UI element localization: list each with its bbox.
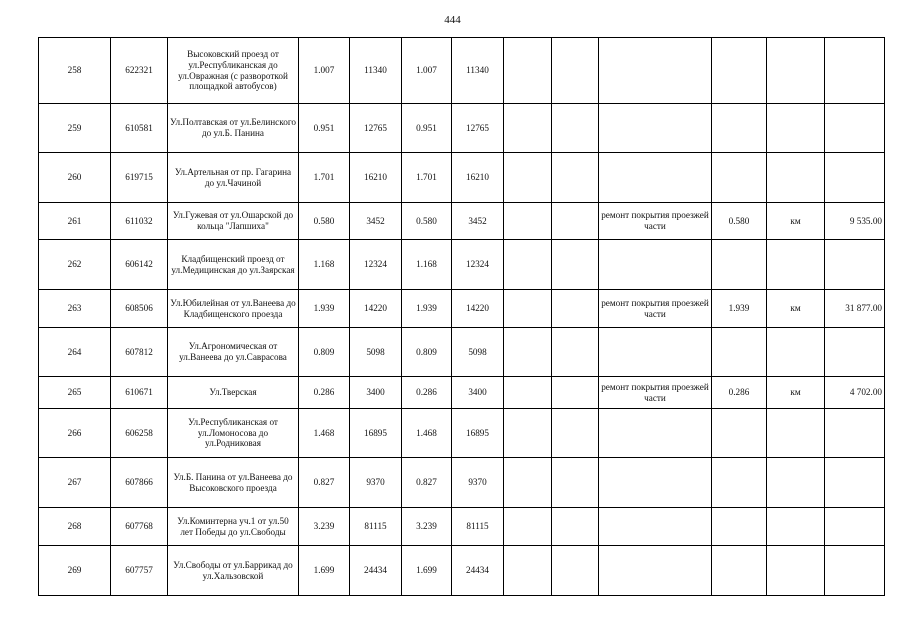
empty-cell [504, 546, 552, 596]
cell-work [599, 546, 712, 596]
cell-unit [767, 153, 825, 203]
table-row [39, 508, 885, 546]
cell-unit: км [767, 377, 825, 409]
cell-len1: 1.168 [299, 240, 350, 290]
cell-no: 264 [39, 328, 111, 377]
cell-len2: 1.168 [402, 240, 452, 290]
empty-cell [504, 38, 552, 104]
cell-no: 268 [39, 508, 111, 546]
cell-area2: 11340 [452, 38, 504, 104]
cell-len2: 3.239 [402, 508, 452, 546]
cell-no: 260 [39, 153, 111, 203]
cell-len1: 0.286 [299, 377, 350, 409]
empty-cell [504, 328, 552, 377]
cell-area1: 14220 [350, 290, 402, 328]
table-row [39, 546, 885, 596]
cell-unit: км [767, 290, 825, 328]
empty-cell [552, 328, 599, 377]
cell-cost [825, 409, 885, 458]
cell-qty [712, 240, 767, 290]
empty-cell [552, 38, 599, 104]
table-row [39, 203, 885, 240]
cell-name: Ул.Тверская [168, 377, 299, 409]
cell-work [599, 458, 712, 508]
cell-work [599, 38, 712, 104]
cell-unit [767, 458, 825, 508]
cell-area1: 3400 [350, 377, 402, 409]
cell-area2: 16210 [452, 153, 504, 203]
cell-cost [825, 104, 885, 153]
cell-len2: 1.701 [402, 153, 452, 203]
cell-code: 610671 [111, 377, 168, 409]
cell-area1: 3452 [350, 203, 402, 240]
page-number: 444 [444, 14, 461, 26]
cell-no: 262 [39, 240, 111, 290]
cell-area2: 3400 [452, 377, 504, 409]
cell-qty [712, 328, 767, 377]
cell-area1: 81115 [350, 508, 402, 546]
cell-area1: 12765 [350, 104, 402, 153]
cell-unit [767, 546, 825, 596]
table-row [39, 409, 885, 458]
cell-qty [712, 508, 767, 546]
cell-area1: 16210 [350, 153, 402, 203]
cell-area2: 24434 [452, 546, 504, 596]
cell-work [599, 240, 712, 290]
cell-code: 619715 [111, 153, 168, 203]
cell-name: Ул.Полтавская от ул.Белинского до ул.Б. Панина [168, 104, 299, 153]
table-row [39, 104, 885, 153]
cell-area1: 11340 [350, 38, 402, 104]
cell-qty [712, 38, 767, 104]
cell-no: 267 [39, 458, 111, 508]
cell-area1: 24434 [350, 546, 402, 596]
empty-cell [504, 409, 552, 458]
cell-work [599, 328, 712, 377]
cell-unit [767, 104, 825, 153]
cell-cost [825, 328, 885, 377]
empty-cell [552, 546, 599, 596]
cell-work [599, 508, 712, 546]
cell-area2: 16895 [452, 409, 504, 458]
cell-qty: 0.286 [712, 377, 767, 409]
empty-cell [504, 290, 552, 328]
cell-len1: 1.468 [299, 409, 350, 458]
cell-cost [825, 508, 885, 546]
cell-len1: 1.699 [299, 546, 350, 596]
table-row [39, 328, 885, 377]
cell-len2: 1.468 [402, 409, 452, 458]
empty-cell [552, 104, 599, 153]
empty-cell [504, 153, 552, 203]
cell-cost [825, 38, 885, 104]
cell-no: 261 [39, 203, 111, 240]
cell-name: Кладбищенский проезд от ул.Медицинская до ул.Заярская [168, 240, 299, 290]
cell-len1: 0.951 [299, 104, 350, 153]
cell-len2: 0.827 [402, 458, 452, 508]
empty-cell [552, 290, 599, 328]
cell-work [599, 153, 712, 203]
cell-name: Ул.Агрономическая от ул.Ванеева до ул.Саврасова [168, 328, 299, 377]
table-row [39, 290, 885, 328]
cell-name: Ул.Свободы от ул.Баррикад до ул.Хальзовской [168, 546, 299, 596]
cell-code: 607768 [111, 508, 168, 546]
cell-work: ремонт покрытия проезжей части [599, 290, 712, 328]
table-row [39, 153, 885, 203]
cell-cost [825, 153, 885, 203]
cell-len2: 0.951 [402, 104, 452, 153]
cell-unit [767, 328, 825, 377]
cell-cost [825, 240, 885, 290]
cell-len2: 0.286 [402, 377, 452, 409]
empty-cell [552, 153, 599, 203]
cell-qty [712, 104, 767, 153]
cell-area1: 16895 [350, 409, 402, 458]
cell-len1: 1.007 [299, 38, 350, 104]
table-row [39, 377, 885, 409]
cell-area2: 9370 [452, 458, 504, 508]
cell-area2: 5098 [452, 328, 504, 377]
cell-len1: 0.827 [299, 458, 350, 508]
cell-code: 611032 [111, 203, 168, 240]
empty-cell [504, 377, 552, 409]
cell-name: Высоковский проезд от ул.Республиканская до ул.Овражная (с развороткой площадкой автобусов) [168, 38, 299, 104]
cell-name: Ул.Юбилейная от ул.Ванеева до Кладбищенского проезда [168, 290, 299, 328]
cell-name: Ул.Артельная от пр. Гагарина до ул.Чачиной [168, 153, 299, 203]
cell-no: 263 [39, 290, 111, 328]
cell-no: 269 [39, 546, 111, 596]
cell-len1: 1.939 [299, 290, 350, 328]
cell-name: Ул.Коминтерна уч.1 от ул.50 лет Победы до ул.Свободы [168, 508, 299, 546]
cell-work [599, 104, 712, 153]
cell-len1: 0.580 [299, 203, 350, 240]
cell-cost [825, 546, 885, 596]
empty-cell [552, 458, 599, 508]
empty-cell [552, 240, 599, 290]
cell-area1: 5098 [350, 328, 402, 377]
cell-qty: 0.580 [712, 203, 767, 240]
cell-len2: 1.007 [402, 38, 452, 104]
road-table [38, 37, 885, 596]
cell-work [599, 409, 712, 458]
cell-len2: 0.580 [402, 203, 452, 240]
cell-name: Ул.Гужевая от ул.Ошарской до кольца "Лапшиха" [168, 203, 299, 240]
cell-area2: 12765 [452, 104, 504, 153]
cell-len1: 1.701 [299, 153, 350, 203]
empty-cell [504, 104, 552, 153]
cell-no: 259 [39, 104, 111, 153]
cell-code: 607812 [111, 328, 168, 377]
cell-no: 258 [39, 38, 111, 104]
cell-len2: 1.699 [402, 546, 452, 596]
cell-code: 606142 [111, 240, 168, 290]
cell-qty [712, 153, 767, 203]
cell-area2: 14220 [452, 290, 504, 328]
cell-cost: 31 877.00 [825, 290, 885, 328]
table-row [39, 458, 885, 508]
cell-area2: 12324 [452, 240, 504, 290]
cell-qty [712, 546, 767, 596]
empty-cell [552, 203, 599, 240]
cell-area2: 3452 [452, 203, 504, 240]
cell-cost: 9 535.00 [825, 203, 885, 240]
cell-qty [712, 458, 767, 508]
empty-cell [552, 377, 599, 409]
cell-work: ремонт покрытия проезжей части [599, 377, 712, 409]
cell-area1: 12324 [350, 240, 402, 290]
empty-cell [504, 458, 552, 508]
empty-cell [504, 508, 552, 546]
cell-code: 608506 [111, 290, 168, 328]
empty-cell [504, 240, 552, 290]
table-row [39, 240, 885, 290]
cell-no: 266 [39, 409, 111, 458]
cell-qty: 1.939 [712, 290, 767, 328]
cell-unit: км [767, 203, 825, 240]
cell-len2: 1.939 [402, 290, 452, 328]
cell-code: 606258 [111, 409, 168, 458]
cell-unit [767, 38, 825, 104]
cell-code: 607866 [111, 458, 168, 508]
cell-name: Ул.Б. Панина от ул.Ванеева до Высоковского проезда [168, 458, 299, 508]
cell-area1: 9370 [350, 458, 402, 508]
cell-area2: 81115 [452, 508, 504, 546]
empty-cell [504, 203, 552, 240]
cell-unit [767, 240, 825, 290]
cell-len1: 3.239 [299, 508, 350, 546]
cell-len2: 0.809 [402, 328, 452, 377]
cell-unit [767, 409, 825, 458]
cell-code: 622321 [111, 38, 168, 104]
cell-code: 610581 [111, 104, 168, 153]
table-row [39, 38, 885, 104]
cell-code: 607757 [111, 546, 168, 596]
cell-no: 265 [39, 377, 111, 409]
cell-name: Ул.Республиканская от ул.Ломоносова до ул.Родниковая [168, 409, 299, 458]
cell-unit [767, 508, 825, 546]
cell-cost [825, 458, 885, 508]
cell-qty [712, 409, 767, 458]
empty-cell [552, 508, 599, 546]
cell-len1: 0.809 [299, 328, 350, 377]
cell-work: ремонт покрытия проезжей части [599, 203, 712, 240]
empty-cell [552, 409, 599, 458]
cell-cost: 4 702.00 [825, 377, 885, 409]
